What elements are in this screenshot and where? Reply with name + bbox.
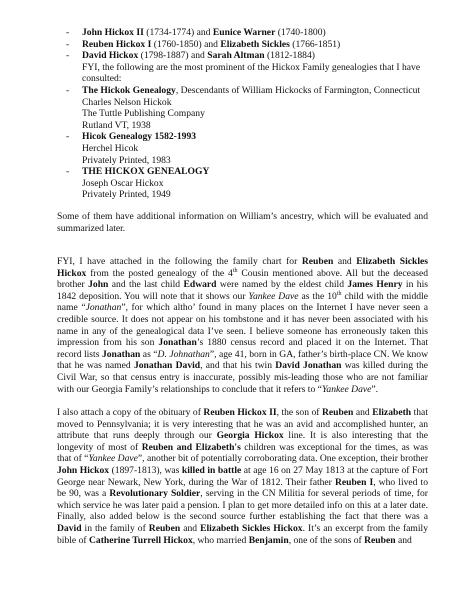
- summary-paragraph: Some of them have additional information on William’s ancestry, which will be evaluated and summarized later.: [57, 211, 428, 234]
- book-title: Hicok Genealogy 1582-1993: [82, 131, 197, 143]
- book-author: Joseph Oscar Hickox: [82, 177, 164, 189]
- list-item: [66, 166, 426, 201]
- book-author: Charles Nelson Hickok: [82, 96, 172, 108]
- book-publisher: Privately Printed, 1949: [82, 189, 171, 201]
- paragraph-obituary: I also attach a copy of the obituary of Reuben Hickox II, the son of Reuben and Elizabeth that moved to Pennsylvania; it is very interesting that he was an avid and accomplished hunter, an attribute that runs deeply through our Georgia Hickox line. It is also interesting that the longevity of most of Reuben and Elizabeth's children was exceptional for the times, as was that of “Yankee Dave”, another bit of potentially corroborating data. One exception, their brother John Hickox (1897-1813), was killed in battle at age 16 on 27 May 1813 at the capture of Fort George near Newark, New York, during the War of 1812. Their father Reuben I, who lived to be 90, was a Revolutionary Soldier, serving in the CN Militia for several periods of time, for which service he was later paid a pension. I plan to get more detailed info on this at a later date. Finally, also added below is the second source further establishing the fact that there was a David in the family of Reuben and Elizabeth Sickles Hickox. It’s an excerpt from the family bible of Catherine Turrell Hickox, who married Benjamin, one of the sons of Reuben and: [57, 407, 429, 546]
- bullet: -: [66, 38, 70, 50]
- book-publisher: Privately Printed, 1983: [82, 154, 171, 166]
- genealogies-intro: FYI, the following are the most prominent of the Hickox Family genealogies that I have consulted:: [82, 61, 421, 85]
- bullet: -: [66, 166, 70, 178]
- bullet: -: [66, 84, 70, 96]
- paragraph-family-chart: FYI, I have attached in the following the family chart for Reuben and Elizabeth Sickles Hickox from the posted genealogy of the 4th Cousin mentioned above. All but the deceased brother John and the last child Edward were named by the eldest child James Henry in his 1842 deposition. You will note that it shows our Yankee Dave as the 10th child with the middle name “Jonathan”, for which altho’ found in many places on the Internet I have never seen a credible source. It does not appear on his tombstone and it has never been associated with his name in any of the genealogical data I’ve seen. I believe someone has erroneously taken this impression from his son Jonathan’s 1880 census record and placed it on the Internet. That record lists Jonathan as “D. Johnathan”, age 41, born in GA, father’s birth-place CN. We know that he was named Jonathan David, and that his twin David Jonathan was killed during the Civil War, so that census entry is inaccurate, possibly mis-leading those who are not familiar with our Georgia Family’s relationships to conclude that it refers to “Yankee Dave”.: [57, 256, 429, 395]
- bullet: -: [66, 131, 70, 143]
- book-title: The Hickok Genealogy: [82, 84, 176, 96]
- book-author: Herchel Hicok: [82, 142, 139, 154]
- book-title: THE HICKOX GENEALOGY: [82, 166, 210, 178]
- list-item: - Reuben Hickox I (1760-1850) and Elizabeth Sickles (1766-1851): [66, 38, 341, 50]
- ancestor-list: [66, 27, 426, 201]
- bullet: -: [66, 50, 70, 62]
- book-publisher: The Tuttle Publishing Company: [82, 108, 205, 120]
- list-item: - John Hickox II (1734-1774) and Eunice Warner (1740-1800): [66, 27, 326, 38]
- book-place: Rutland VT, 1938: [82, 119, 151, 131]
- list-item: - The Hickok Genealogy, Descendants of William Hickocks of Farmington, Connecticut Charles Nelson Hickok The Tuttle Publishing Company Rutland VT, 1938: [66, 85, 426, 131]
- list-item: [66, 131, 426, 166]
- list-item: - David Hickox (1798-1887) and Sarah Altman (1812-1884) FYI, the following are the most prominent of the Hickox Family genealogies that I have consulted:: [66, 50, 426, 85]
- bullet: -: [66, 27, 70, 38]
